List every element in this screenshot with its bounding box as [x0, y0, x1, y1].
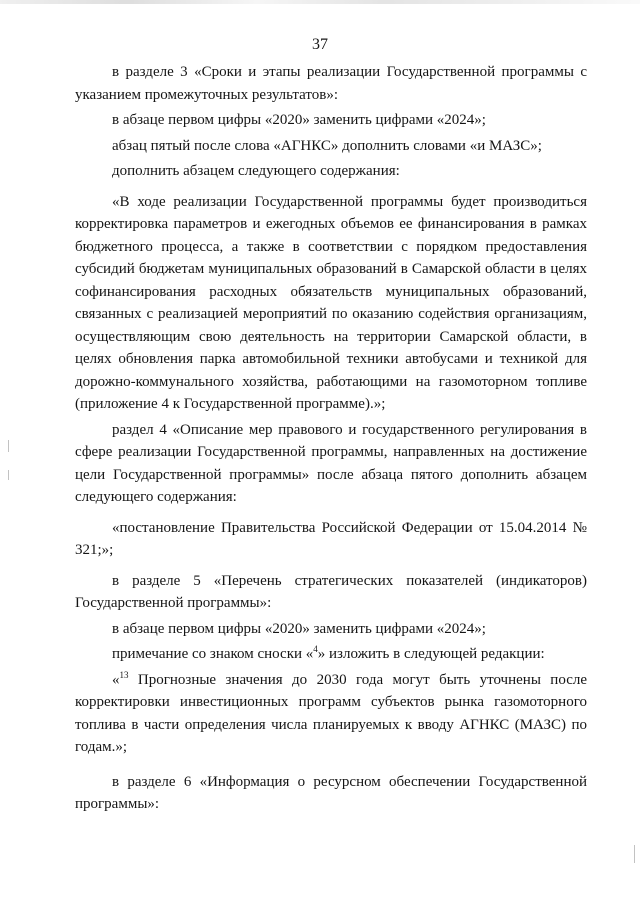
paragraph-add-content: дополнить абзацем следующего содержания: — [112, 163, 400, 179]
paragraph-agnks-addition: абзац пятый после слова «АГНКС» дополнить словами «и МАЗС»; — [112, 137, 542, 154]
paragraph-section-3: в разделе 3 «Сроки и этапы реализации Государственной программы с указанием промежуточных результатов»: — [75, 64, 587, 103]
forecast-footnote-number: 13 — [119, 669, 129, 680]
forecast-open-quote: « — [112, 671, 120, 688]
paragraph-footnote-note — [75, 643, 587, 666]
forecast-note-text: Прогнозные значения до 2030 года могут быть уточнены после корректировки инвестиционных программ субъектов рынка газомоторного топлива в части определения числа планируемых к вводу АГНКС (МАЗС) по годам.»; — [75, 671, 587, 755]
page-number: 37 — [312, 36, 328, 53]
footnote-note-after: » изложить в следующей редакции: — [317, 646, 545, 662]
paragraph-forecast-note — [75, 669, 587, 759]
paragraph-section-5: в разделе 5 «Перечень стратегических показателей (индикаторов) Государственной программы»: — [75, 572, 587, 611]
paragraph-program-quote: «В ходе реализации Государственной программы будет производиться корректировка параметров и ежегодных объемов ее финансирования в рамках бюджетного процесса, а также в соответствии с порядком предоставления субсидий бюджетам муниципальных образований в Самарской области в целях софинансирования расходных обязательств муниципальных образований, связанных с реализацией мероприятий по оказанию содействия организациям, осуществляющим свою деятельность на территории Самарской области, в целях обновления парка автомобильной техники автобусами и техникой для дорожно-коммунального хозяйства, работающими на газомоторном топливе (приложение 4 к Государственной программе).»; — [75, 193, 587, 412]
left-margin-scan-mark — [8, 440, 9, 452]
footnote-note-before: примечание со знаком сноски « — [112, 646, 314, 662]
paragraph-replace-year: в абзаце первом цифры «2020» заменить цифрами «2024»; — [112, 112, 486, 128]
paragraph-section-6: в разделе 6 «Информация о ресурсном обеспечении Государственной программы»: — [75, 773, 587, 812]
right-margin-scan-mark — [634, 845, 635, 863]
document-body — [75, 61, 587, 816]
left-margin-scan-mark — [8, 470, 9, 480]
footnote-mark: 4 — [313, 644, 318, 654]
paragraph-replace-year-2: в абзаце первом цифры «2020» заменить цифрами «2024»; — [112, 620, 486, 637]
paragraph-section-4: раздел 4 «Описание мер правового и государственного регулирования в сфере реализации Государственной программы, направленных на достижение цели Государственной программы» после абзаца пятого дополнить абзацем следующего содержания: — [75, 421, 587, 505]
scan-top-edge — [0, 0, 640, 4]
paragraph-government-decree: «постановление Правительства Российской Федерации от 15.04.2014 № 321;»; — [75, 519, 587, 558]
